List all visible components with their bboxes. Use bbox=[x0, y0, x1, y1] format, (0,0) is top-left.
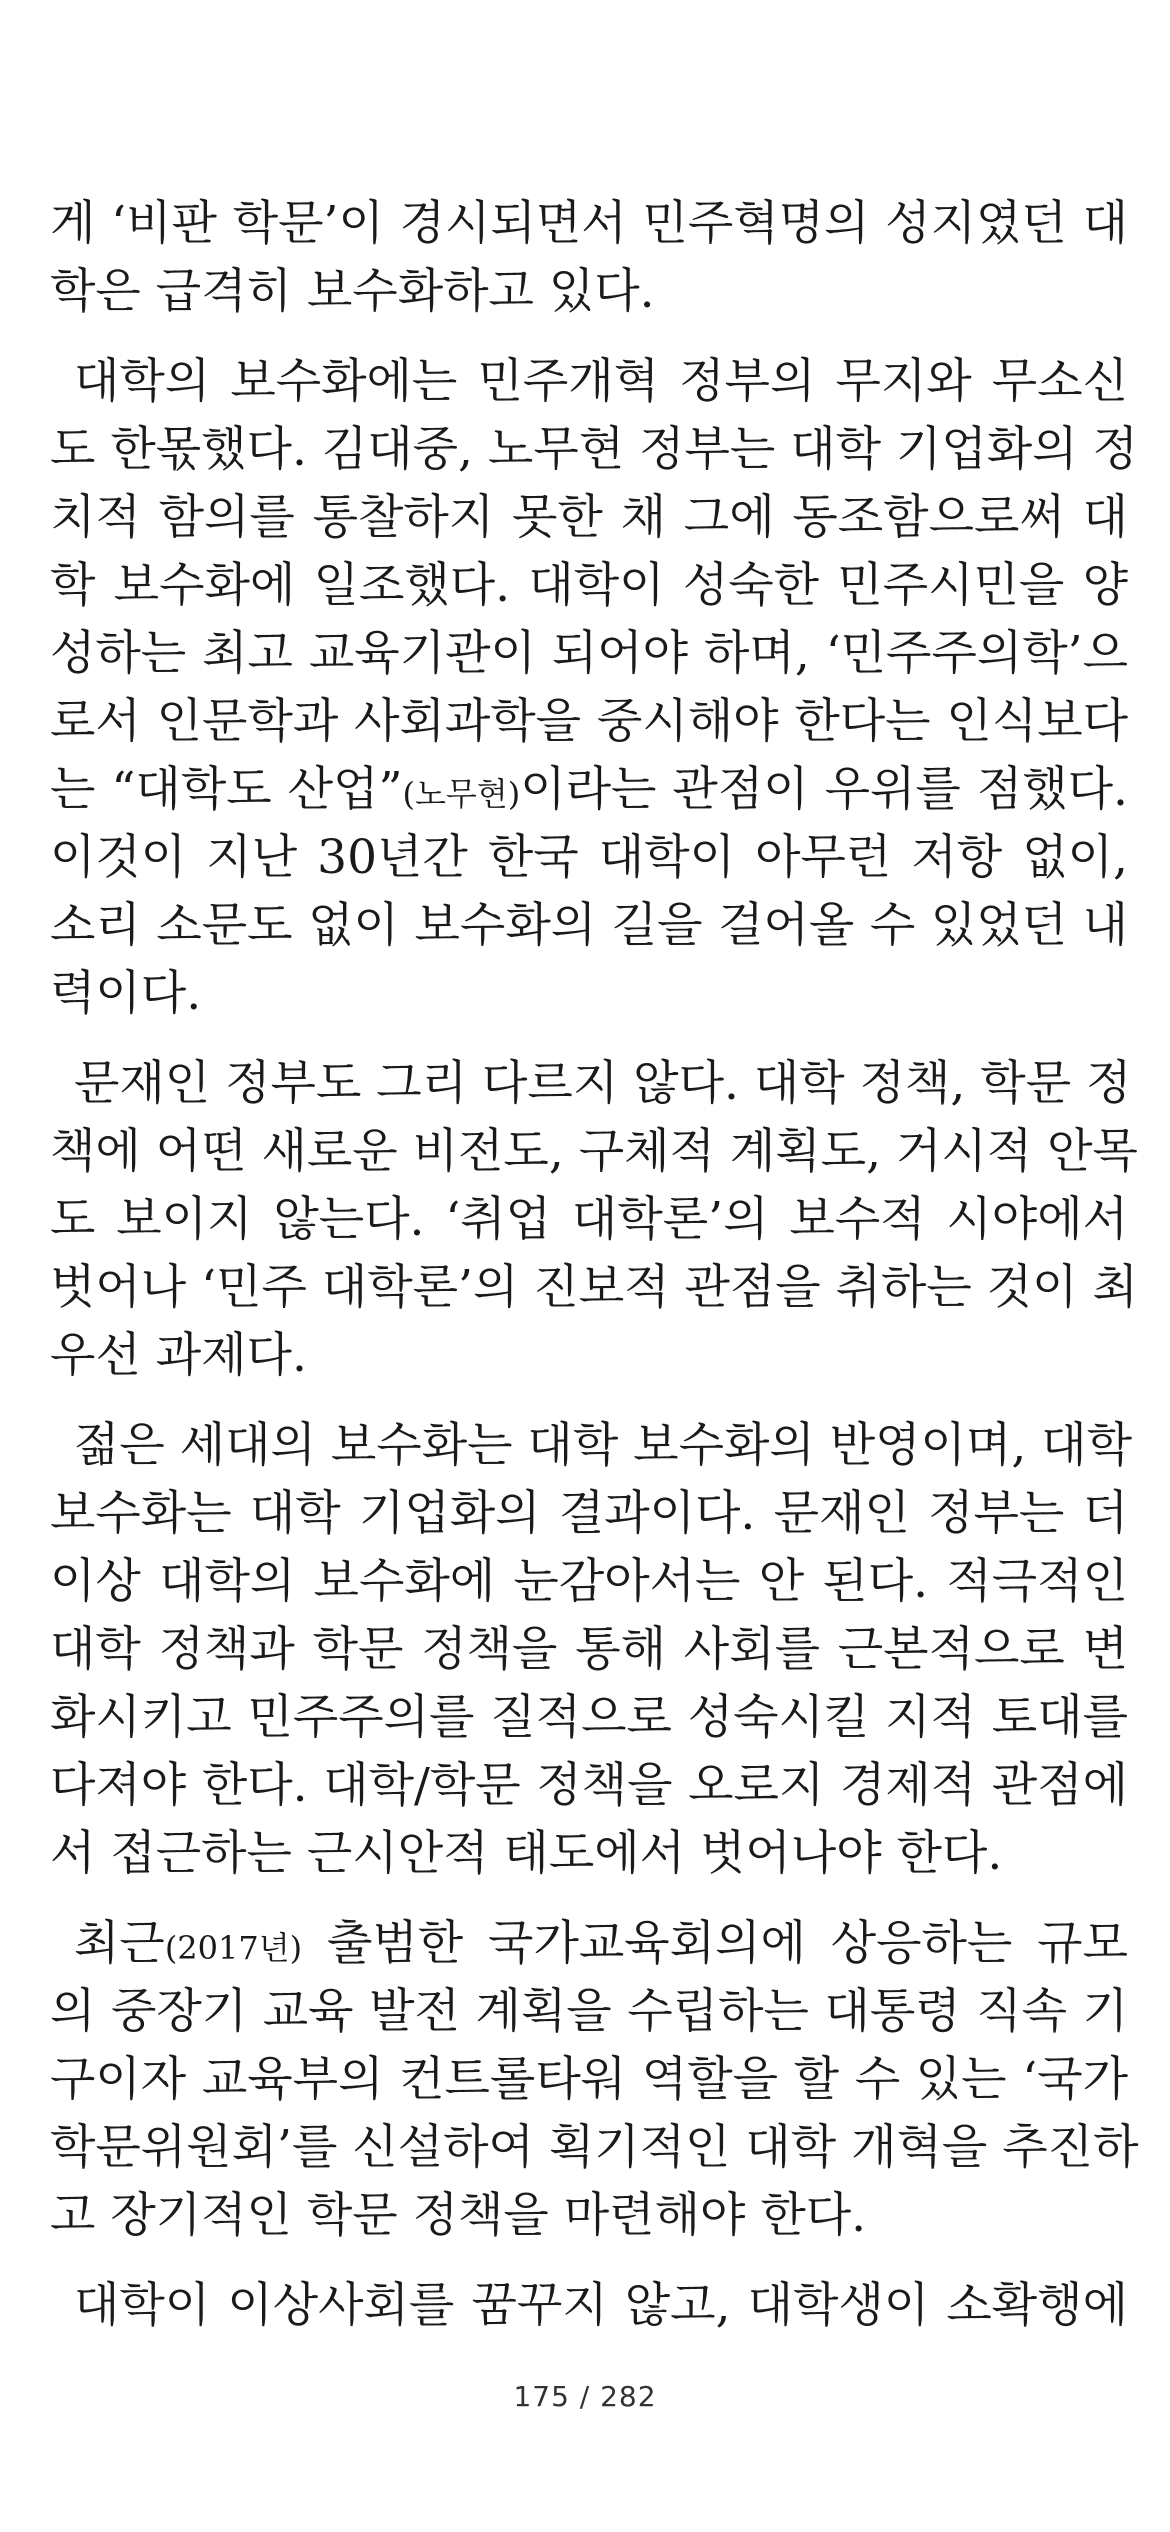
text-line: 이상 대학의 보수화에 눈감아서는 안 된다. 적극적인 bbox=[50, 1554, 1128, 1609]
text-line: 화시키고 민주주의를 질적으로 성숙시킬 지적 토대를 bbox=[50, 1690, 1128, 1745]
paragraph bbox=[50, 1050, 1138, 1390]
text-line: 대학의 보수화에는 민주개혁 정부의 무지와 무소신 bbox=[74, 354, 1128, 409]
text-line: 구이자 교육부의 컨트롤타워 역할을 할 수 있는 ‘국가 bbox=[50, 2052, 1128, 2107]
text-line: 젊은 세대의 보수화는 대학 보수화의 반영이며, 대학 bbox=[74, 1418, 1133, 1473]
text-segment: 이라는 관점이 우위를 점했다. bbox=[520, 762, 1128, 817]
page-number: 175 / 282 bbox=[513, 2380, 657, 2413]
text-line: 고 장기적인 학문 정책을 마련해야 한다. bbox=[50, 2188, 867, 2243]
text-line: 책에 어떤 새로운 비전도, 구체적 계획도, 거시적 안목 bbox=[50, 1124, 1138, 1179]
text-line: 로서 인문학과 사회과학을 중시해야 한다는 인식보다 bbox=[50, 694, 1128, 749]
book-text bbox=[50, 190, 1139, 2362]
text-line: 보수화는 대학 기업화의 결과이다. 문재인 정부는 더 bbox=[50, 1486, 1128, 1541]
text-line: 의 중장기 교육 발전 계획을 수립하는 대통령 직속 기 bbox=[50, 1984, 1128, 2039]
text-line: 이것이 지난 30년간 한국 대학이 아무런 저항 없이, bbox=[50, 830, 1128, 885]
paragraph bbox=[50, 348, 1138, 1028]
text-line: 문재인 정부도 그리 다르지 않다. 대학 정책, 학문 정 bbox=[74, 1056, 1132, 1111]
text-line: 치적 함의를 통찰하지 못한 채 그에 동조함으로써 대 bbox=[50, 490, 1128, 545]
text-line: 도 보이지 않는다. ‘취업 대학론’의 보수적 시야에서 bbox=[50, 1192, 1128, 1247]
text-line: 학 보수화에 일조했다. 대학이 성숙한 민주시민을 양 bbox=[50, 558, 1128, 613]
text-line: 대학이 이상사회를 꿈꾸지 않고, 대학생이 소확행에 bbox=[74, 2278, 1128, 2333]
paragraph bbox=[50, 1910, 1139, 2250]
text-line: 학은 급격히 보수화하고 있다. bbox=[50, 264, 655, 319]
text-segment: 출범한 국가교육회의에 상응하는 규모 bbox=[302, 1916, 1128, 1971]
text-line: 우선 과제다. bbox=[50, 1328, 307, 1383]
text-line bbox=[50, 1910, 1128, 1978]
paragraph bbox=[50, 190, 1128, 326]
text-line: 력이다. bbox=[50, 966, 202, 1021]
text-segment: 최근 bbox=[74, 1916, 165, 1971]
text-line: 게 ‘비판 학문’이 경시되면서 민주혁명의 성지였던 대 bbox=[50, 196, 1128, 251]
text-segment: 는 “대학도 산업” bbox=[50, 762, 403, 817]
citation-note: (2017년) bbox=[164, 1929, 303, 1967]
text-line: 소리 소문도 없이 보수화의 길을 걸어올 수 있었던 내 bbox=[50, 898, 1128, 953]
paragraph bbox=[50, 2272, 1128, 2340]
text-line: 성하는 최고 교육기관이 되어야 하며, ‘민주주의학’으 bbox=[50, 626, 1128, 681]
text-line: 학문위원회’를 신설하여 획기적인 대학 개혁을 추진하 bbox=[50, 2120, 1139, 2175]
text-line: 도 한몫했다. 김대중, 노무현 정부는 대학 기업화의 정 bbox=[50, 422, 1138, 477]
text-line: 서 접근하는 근시안적 태도에서 벗어나야 한다. bbox=[50, 1826, 1003, 1881]
text-line: 대학 정책과 학문 정책을 통해 사회를 근본적으로 변 bbox=[50, 1622, 1128, 1677]
text-line: 다져야 한다. 대학/학문 정책을 오로지 경제적 관점에 bbox=[50, 1758, 1128, 1813]
citation-note: (노무현) bbox=[402, 775, 521, 813]
text-line bbox=[50, 756, 1128, 824]
text-line: 벗어나 ‘민주 대학론’의 진보적 관점을 취하는 것이 최 bbox=[50, 1260, 1138, 1315]
paragraph bbox=[50, 1412, 1133, 1888]
